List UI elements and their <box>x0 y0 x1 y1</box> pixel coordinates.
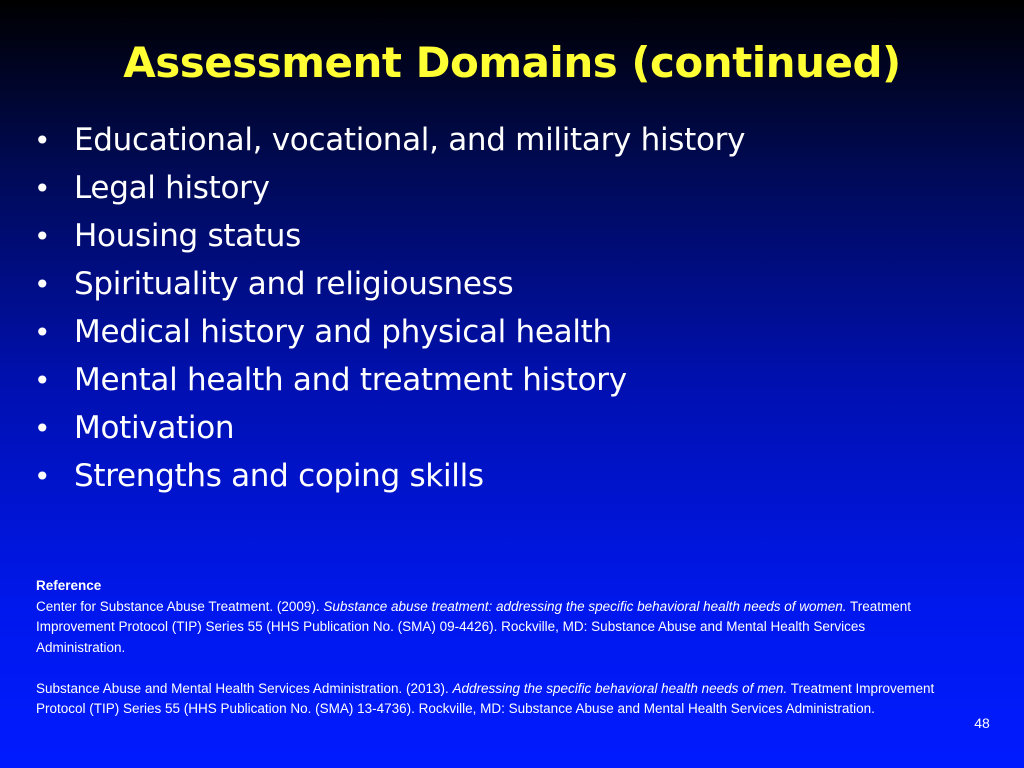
bullet-text: Educational, vocational, and military history <box>74 122 746 158</box>
bullet-icon: • <box>34 412 51 445</box>
bullet-item <box>34 260 994 308</box>
reference-citation-1 <box>36 597 936 659</box>
bullet-item <box>34 452 994 500</box>
citation-2-title: Addressing the specific behavioral health needs of men. <box>452 680 788 696</box>
reference-spacer <box>36 658 936 679</box>
reference-heading: Reference <box>36 578 102 593</box>
bullet-icon: • <box>34 124 51 157</box>
bullet-item <box>34 356 994 404</box>
citation-1-title: Substance abuse treatment: addressing the specific behavioral health needs of women. <box>323 598 847 614</box>
bullet-text: Medical history and physical health <box>74 314 612 350</box>
page-number: 48 <box>974 715 990 731</box>
bullet-text: Housing status <box>74 218 301 254</box>
slide-title: Assessment Domains (continued) <box>123 38 901 87</box>
bullet-icon: • <box>34 364 51 397</box>
bullet-icon: • <box>34 220 51 253</box>
bullet-icon: • <box>34 172 51 205</box>
bullet-text: Legal history <box>74 170 270 206</box>
bullet-item <box>34 308 994 356</box>
bullet-item <box>34 164 994 212</box>
citation-2-suffix: Treatment Improvement Protocol (TIP) Series 55 (HHS Publication No. (SMA) 13-4736). Rockville, MD: Substance Abuse and Mental Health Services Administration. <box>36 680 935 716</box>
bullet-item <box>34 212 994 260</box>
bullet-text: Strengths and coping skills <box>74 458 484 494</box>
reference-block <box>36 576 936 720</box>
citation-1-prefix: Center for Substance Abuse Treatment. (2009). <box>36 598 324 614</box>
reference-citation-2 <box>36 679 936 720</box>
bullet-list <box>34 116 994 500</box>
bullet-item <box>34 116 994 164</box>
bullet-text: Motivation <box>74 410 235 446</box>
bullet-icon: • <box>34 316 51 349</box>
bullet-text: Mental health and treatment history <box>74 362 627 398</box>
bullet-item <box>34 404 994 452</box>
bullet-icon: • <box>34 268 51 301</box>
bullet-text: Spirituality and religiousness <box>74 266 514 302</box>
citation-2-prefix: Substance Abuse and Mental Health Services Administration. (2013). <box>36 680 453 696</box>
bullet-icon: • <box>34 460 51 493</box>
citation-1-suffix: Treatment Improvement Protocol (TIP) Series 55 (HHS Publication No. (SMA) 09-4426). Rockville, MD: Substance Abuse and Mental Health Services Administration. <box>36 598 912 655</box>
